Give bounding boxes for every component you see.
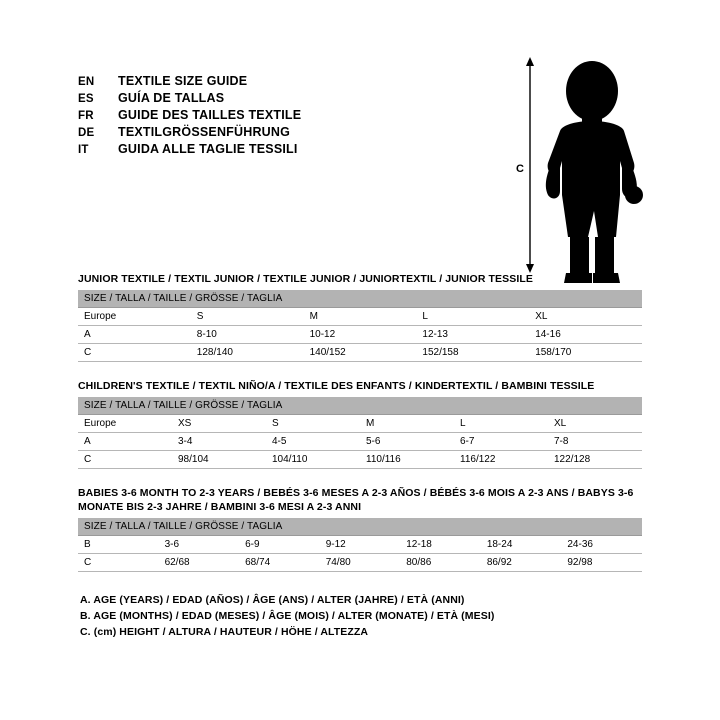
legend-code: ES [78, 93, 94, 105]
table-cell: 74/80 [320, 554, 401, 572]
table-column-row [78, 415, 642, 433]
arrow-up-icon [526, 57, 534, 66]
section-title: BABIES 3-6 MONTH TO 2-3 YEARS / BEBÉS 3-6 MESES A 2-3 AÑOS / BÉBÉS 3-6 MOIS A 2-3 ANS / BABYS 3-6 MONATE BIS 2-3 JAHRE / BAMBINI 3-6 MESI A 2-3 ANNI [78, 487, 634, 513]
table-row-key: A [78, 326, 191, 344]
legend-code: EN [78, 76, 95, 88]
table-cell: 6-7 [454, 433, 548, 451]
table-cell: L [454, 415, 548, 433]
table-cell: XL [548, 415, 642, 433]
footnote-b: B. AGE (MONTHS) / EDAD (MESES) / ÂGE (MOIS) / ALTER (MONATE) / ETÀ (MESI) [80, 610, 495, 622]
legend-code: IT [78, 144, 89, 156]
table-cell: 80/86 [400, 554, 481, 572]
table-head-label: SIZE / TALLA / TAILLE / GRÖSSE / TAGLIA [78, 290, 642, 308]
table-cell: 152/158 [416, 344, 529, 362]
legend-row [78, 125, 498, 142]
height-measure-label: C [516, 163, 524, 175]
footnote-a: A. AGE (YEARS) / EDAD (AÑOS) / ÂGE (ANS) / ALTER (JAHRE) / ETÀ (ANNI) [80, 594, 465, 606]
table-cell: 4-5 [266, 433, 360, 451]
language-legend [78, 74, 498, 159]
legend-row [78, 91, 498, 108]
table-row [78, 344, 642, 362]
table-row [78, 451, 642, 469]
table-cell: 92/98 [561, 554, 642, 572]
table-cell: 8-10 [191, 326, 304, 344]
table-cell: XL [529, 308, 642, 326]
footnotes [78, 592, 642, 640]
legend-code: DE [78, 127, 95, 139]
table-cell: 158/170 [529, 344, 642, 362]
legend-text: GUIDE DES TAILLES TEXTILE [118, 108, 302, 122]
table-cell: 6-9 [239, 536, 320, 554]
child-figure-icon [500, 55, 690, 285]
table-cell: 140/152 [304, 344, 417, 362]
section-title: CHILDREN'S TEXTILE / TEXTIL NIÑO/A / TEXTILE DES ENFANTS / KINDERTEXTIL / BAMBINI TESSILE [78, 380, 595, 392]
table-cell: 5-6 [360, 433, 454, 451]
table-cell: 18-24 [481, 536, 562, 554]
table-cell: 10-12 [304, 326, 417, 344]
table-cell: 98/104 [172, 451, 266, 469]
legend-text: TEXTILGRÖSSENFÜHRUNG [118, 125, 291, 139]
table-cell: 14-16 [529, 326, 642, 344]
table-cell: 128/140 [191, 344, 304, 362]
table-cell: M [360, 415, 454, 433]
table-head-row [78, 518, 642, 536]
table-head-label: SIZE / TALLA / TAILLE / GRÖSSE / TAGLIA [78, 397, 642, 415]
table-cell: 24-36 [561, 536, 642, 554]
legend-text: GUIDA ALLE TAGLIE TESSILI [118, 142, 298, 156]
table-row [78, 536, 642, 554]
table-row-key: C [78, 451, 172, 469]
table-head-row [78, 397, 642, 415]
children-size-table [78, 397, 642, 469]
legend-row [78, 142, 498, 159]
table-cell: 62/68 [159, 554, 240, 572]
table-row-key: A [78, 433, 172, 451]
table-row [78, 433, 642, 451]
table-cell: S [191, 308, 304, 326]
legend-text: TEXTILE SIZE GUIDE [118, 74, 248, 88]
junior-size-table [78, 290, 642, 362]
babies-size-table [78, 518, 642, 572]
table-cell: 3-6 [159, 536, 240, 554]
table-head-label: SIZE / TALLA / TAILLE / GRÖSSE / TAGLIA [78, 518, 642, 536]
footnote-c: C. (cm) HEIGHT / ALTURA / HAUTEUR / HÖHE / ALTEZZA [80, 626, 369, 638]
table-cell: 12-18 [400, 536, 481, 554]
table-row [78, 554, 642, 572]
legend-row [78, 108, 498, 125]
table-cell: Europe [78, 308, 191, 326]
legend-text: GUÍA DE TALLAS [118, 91, 225, 105]
table-cell: S [266, 415, 360, 433]
table-cell: 122/128 [548, 451, 642, 469]
table-cell: 68/74 [239, 554, 320, 572]
table-row [78, 326, 642, 344]
table-head-row [78, 290, 642, 308]
table-cell: M [304, 308, 417, 326]
table-cell: L [416, 308, 529, 326]
table-cell: 104/110 [266, 451, 360, 469]
section-title: JUNIOR TEXTILE / TEXTIL JUNIOR / TEXTILE JUNIOR / JUNIORTEXTIL / JUNIOR TESSILE [78, 273, 533, 285]
section-children-textile [78, 379, 642, 469]
child-body-shape [546, 61, 643, 283]
table-row-key: C [78, 554, 159, 572]
table-cell: 12-13 [416, 326, 529, 344]
table-cell: Europe [78, 415, 172, 433]
table-column-row [78, 308, 642, 326]
table-row-key: C [78, 344, 191, 362]
table-cell: 116/122 [454, 451, 548, 469]
child-silhouette-figure [500, 55, 690, 285]
section-babies-textile [78, 486, 642, 572]
table-cell: XS [172, 415, 266, 433]
table-row-key: B [78, 536, 159, 554]
table-cell: 9-12 [320, 536, 401, 554]
table-cell: 7-8 [548, 433, 642, 451]
section-junior-textile [78, 272, 642, 362]
table-cell: 86/92 [481, 554, 562, 572]
table-cell: 3-4 [172, 433, 266, 451]
table-cell: 110/116 [360, 451, 454, 469]
legend-code: FR [78, 110, 94, 122]
legend-row [78, 74, 498, 91]
